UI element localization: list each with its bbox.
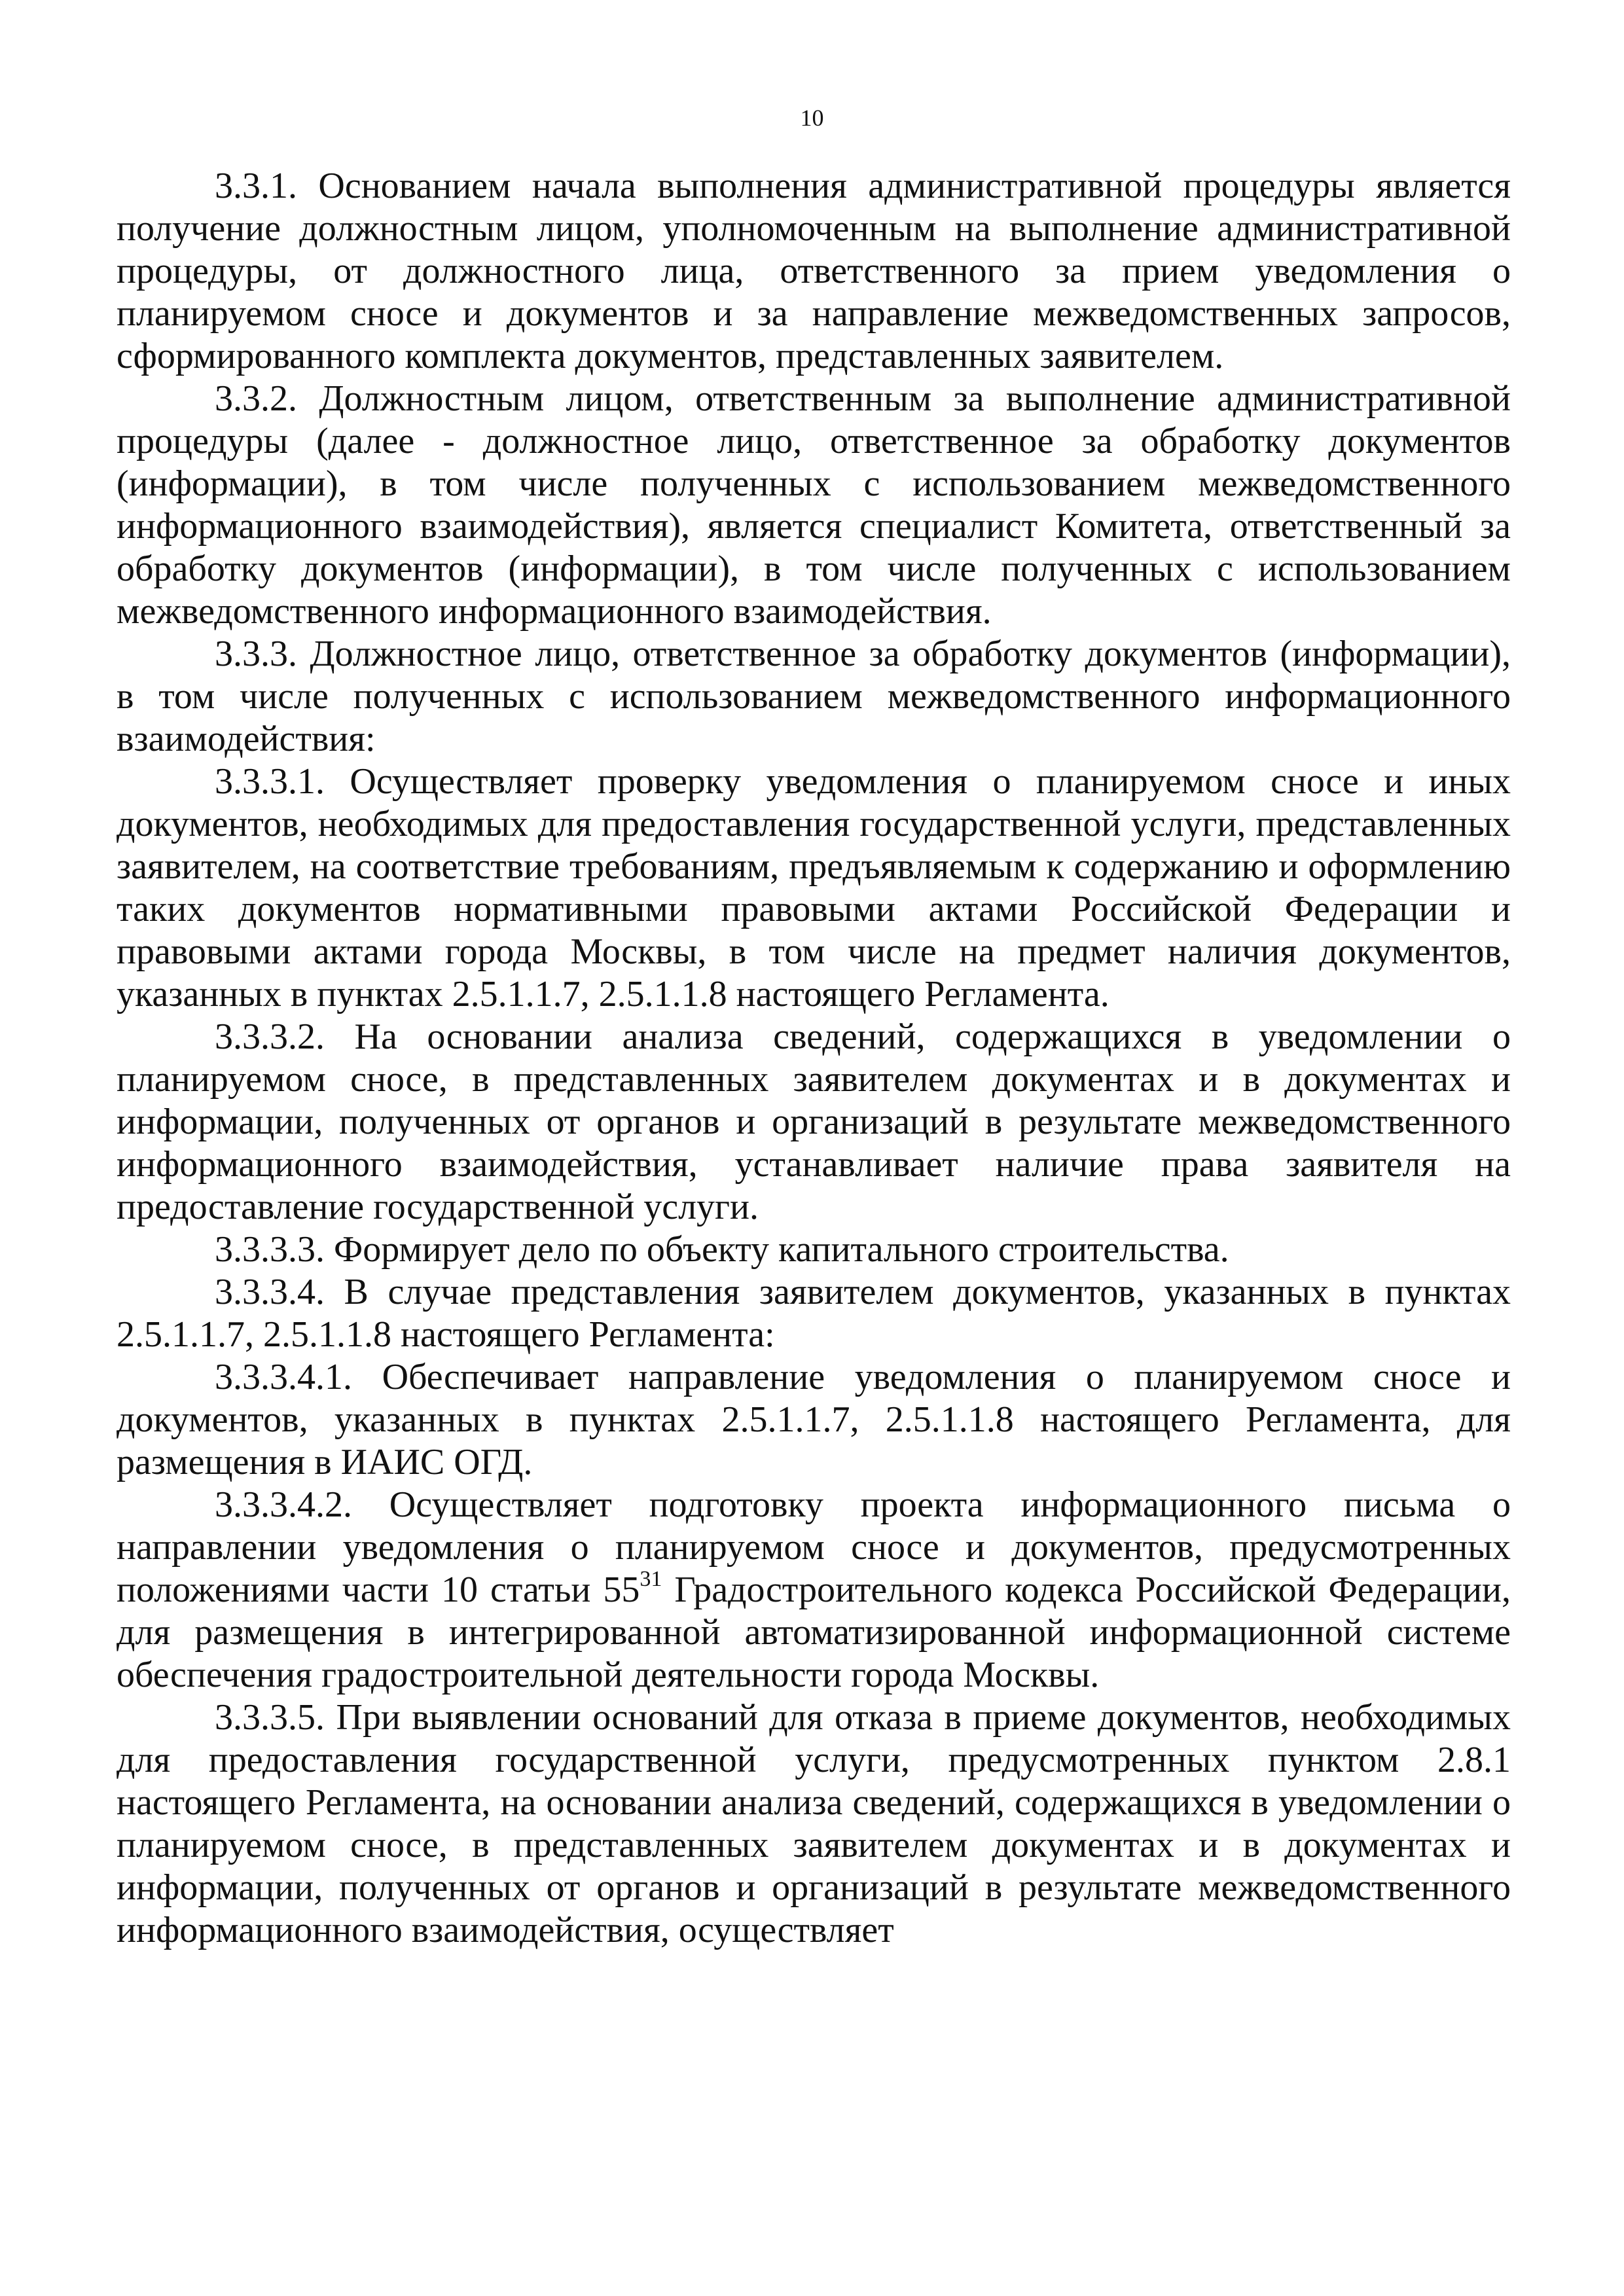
- paragraph-3-3-3-4-1: 3.3.3.4.1. Обеспечивает направление уведомления о планируемом сносе и документов, указанных в пунктах 2.5.1.1.7, 2.5.1.1.8 настоящего Регламента, для размещения в ИАИС ОГД.: [117, 1357, 1511, 1482]
- paragraph-3-3-3-1: 3.3.3.1. Осуществляет проверку уведомления о планируемом сносе и иных документов, необходимых для предоставления государственной услуги, представленных заявителем, на соответствие требованиям, предъявляемым к содержанию и оформлению таких документов нормативными правовыми актами Российской Федерации и правовыми актами города Москвы, в том числе на предмет наличия документов, указанных в пунктах 2.5.1.1.7, 2.5.1.1.8 настоящего Регламента.: [117, 761, 1511, 1014]
- paragraph-3-3-3-3: 3.3.3.3. Формирует дело по объекту капитального строительства.: [215, 1229, 1229, 1270]
- paragraph-3-3-2: 3.3.2. Должностным лицом, ответственным за выполнение административной процедуры (далее - должностное лицо, ответственное за обработку документов (информации), в том числе полученных с использованием межведомственного информационного взаимодействия), является специалист Комитета, ответственный за обработку документов (информации), в том числе полученных с использованием межведомственного информационного взаимодействия.: [117, 378, 1511, 632]
- paragraph-3-3-1: 3.3.1. Основанием начала выполнения административной процедуры является получение должностным лицом, уполномоченным на выполнение административной процедуры, от должностного лица, ответственного за прием уведомления о планируемом сносе и документов и за направление межведомственных запросов, сформированного комплекта документов, представленных заявителем.: [117, 166, 1511, 376]
- paragraph-3-3-3-2: 3.3.3.2. На основании анализа сведений, содержащихся в уведомлении о планируемом сносе, в представленных заявителем документах и в документах и информации, полученных от органов и организаций в результате межведомственного информационного взаимодействия, устанавливает наличие права заявителя на предоставление государственной услуги.: [117, 1016, 1511, 1227]
- paragraph-text-after-footnote: Градостроительного кодекса Российской Федерации, для размещения в интегрированной автоматизированной информационной системе обеспечения градостроительной деятельности города Москвы.: [117, 1570, 1511, 1695]
- article-superscript: 31: [640, 1567, 662, 1591]
- paragraph-3-3-3-5: 3.3.3.5. При выявлении оснований для отказа в приеме документов, необходимых для предоставления государственной услуги, предусмотренных пунктом 2.8.1 настоящего Регламента, на основании анализа сведений, содержащихся в уведомлении о планируемом сносе, в представленных заявителем документах и в документах и информации, полученных от органов и организаций в результате межведомственного информационного взаимодействия, осуществляет: [117, 1697, 1511, 1950]
- paragraph-text-before-footnote: 3.3.3.4.2. Осуществляет подготовку проекта информационного письма о направлении уведомления о планируемом сносе и документов, предусмотренных положениями части 10 статьи 55: [117, 1484, 1511, 1610]
- paragraph-3-3-3-4: 3.3.3.4. В случае представления заявителем документов, указанных в пунктах 2.5.1.1.7, 2.5.1.1.8 настоящего Регламента:: [117, 1272, 1511, 1355]
- paragraph-3-3-3-4-2: [117, 1484, 1511, 1696]
- paragraph-3-3-3: 3.3.3. Должностное лицо, ответственное за обработку документов (информации), в том числе полученных с использованием межведомственного информационного взаимодействия:: [117, 634, 1511, 759]
- document-body: [117, 165, 1511, 1952]
- page-number: 10: [800, 105, 824, 131]
